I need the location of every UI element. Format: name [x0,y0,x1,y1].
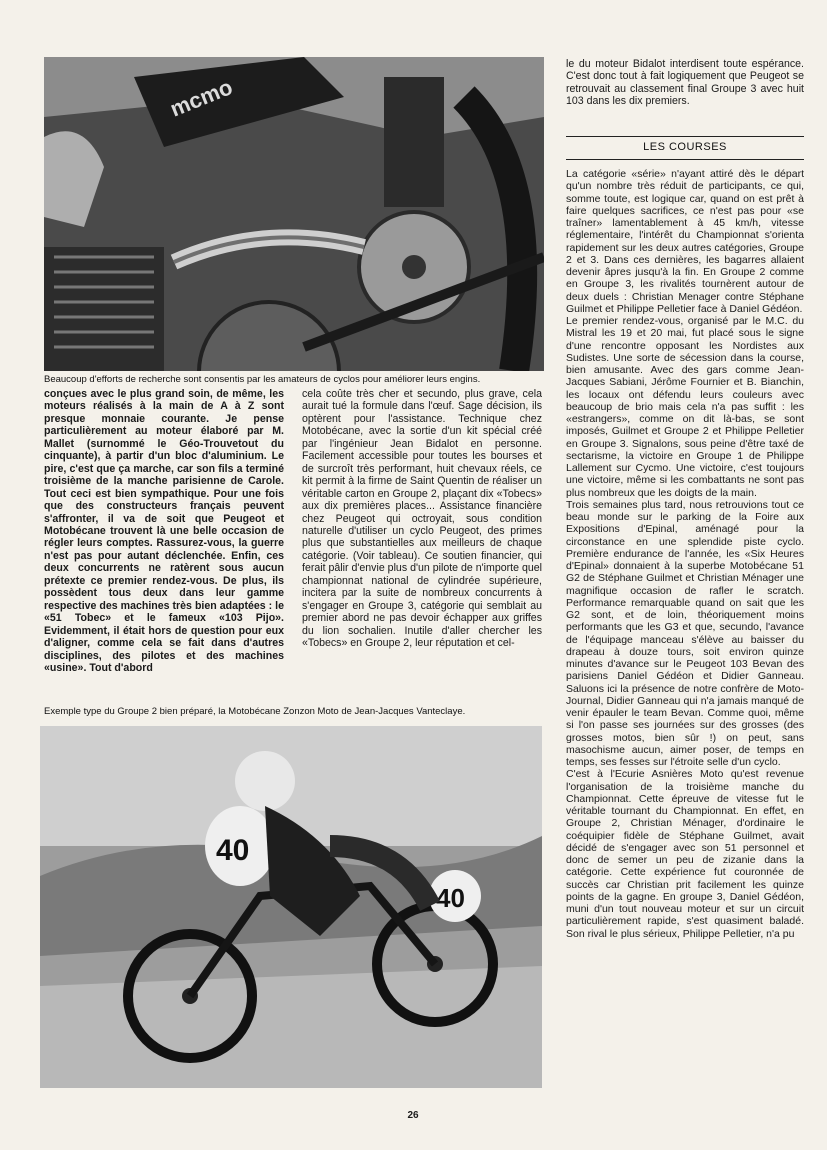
article-column-2 [302,388,542,701]
section-rule-top [566,136,804,137]
column-3-paragraph-3: Trois semaines plus tard, nous retrouvions tout ce beau monde sur le parking de la Foire aux Expositions d'Epinal, aménagé pour la circonstance en une splendide piste cyclo. Première endurance de l'année, les «Six Heures d'Epinal» donnaient à la superbe Motobécane 51 G2 de Stéphane Guilmet et Christian Ménager une magnifique occasion de rafler le scratch. Performance remarquable quand on sait que les G2 sont, et de loin, théoriquement moins performants que les G3 et que, secundo, l'avance de l'équipage manceau s'élève au baisser du drapeau à douze tours, soit environ quinze minutes d'avance sur le Peugeot 103 Bevan des parisiens Daniel Gédéon et Didier Ganneau. Saluons ici la présence de notre confrère de Moto-Journal, Didier Ganneau qui n'a jamais manqué de venir épauler le team Bevan. Comme quoi, même si l'on passe ses journées sur des grosses (des grosses motos, bien sûr !) on peut, sans masochisme aucun, aimer poser, de temps en temps, ses fesses sur l'étroite selle d'un cyclo. [566,498,804,768]
article-column-3-intro [566,58,804,122]
column-3-paragraph-4: C'est à l'Ecurie Asnières Moto qu'est revenue l'organisation de la troisième manche du Championnat. Cette épreuve de vitesse fut le véritable tournant du Championnat. En effet, en Groupe 2, Christian Ménager, d'ordinaire le coéquipier fidèle de Stéphane Guilmet, avait décidé de s'engager avec son 51 personnel et donc de semer un peu de zizanie dans la catégorie. Cette expérience fut couronnée de succès car Christian prit facilement les quinze points de la gagne. En groupe 3, Daniel Gédéon, muni d'un tout nouveau moteur et sur un circuit particulièrement rapide, s'est quasiment baladé. Son rival le plus sérieux, Philippe Pelletier, n'a pu [566,768,804,940]
column-3-intro-text: le du moteur Bidalot interdisent toute espérance. C'est donc tout à fait logiquement que Peugeot se retrouvait au classement final Groupe 3 avec huit 103 dans les dix premiers. [566,58,804,108]
race-photo [40,726,542,1088]
engine-photo-caption: Beaucoup d'efforts de recherche sont consentis par les amateurs de cyclos pour améliorer leurs engins. [44,374,481,385]
svg-text:40: 40 [216,834,250,867]
engine-illustration [44,57,544,371]
article-column-1 [44,388,284,701]
section-rule-bottom [566,159,804,160]
column-3-paragraph-1: La catégorie «série» n'ayant attiré dès le départ qu'un nombre très réduit de participants, ce qui, somme toute, est logique car, quand on est prêt à faire quelques sacrifices, ce n'est pas pour «se traîner» lamentablement à 45 km/h, vitesse réglementaire, l'intérêt du Championnat s'orienta rapidement sur les deux autres catégories, Groupe 2 et 3. Dans ces dernières, les bagarres allaient devenir âpres jusqu'à la fin. En Groupe 2 comme en Groupe 3, les rivalités tournèrent autour de deux duels : Christian Menager contre Stéphane Guilmet et Philippe Pelletier face à Daniel Gédéon. [566,168,804,315]
engine-photo [44,57,544,371]
article-column-3 [566,168,804,1095]
column-1-text: conçues avec le plus grand soin, de même, les moteurs réalisés à la main de A à Z sont presque monnaie courante. Je pense particulièrement au moteur élaboré par M. Mallet (surnommé le Géo-Trouvetout du cinquante), à partir d'un bloc d'aluminium. Le pire, c'est que ça marche, car son fils a terminé troisième de la manche parisienne de Carole. Tout ceci est bien sympathique. Pour une fois que des constructeurs français peuvent s'affronter, il va de soit que Peugeot et Motobécane trouvent là une belle occasion de régler leurs comptes. Rassurez-vous, la guerre n'est pas pour autant déclenchée. Enfin, ces deux concurrents ne ratèrent sous aucun prétexte ce premier rendez-vous. De plus, ils possèdent tous deux dans leur gamme respective des machines très bien adaptées : le «51 Tobec» et le fameux «103 Pijo». Evidemment, il était hors de question pour eux d'aligner, comme cela se fait dans d'autres disciplines, des pilotes et des machines «usine». Tout d'abord [44,388,284,674]
page-number: 26 [407,1110,419,1121]
svg-text:40: 40 [436,883,465,913]
section-heading: LES COURSES [643,141,727,153]
svg-text:mcmo: mcmo [166,74,236,122]
column-3-paragraph-2: Le premier rendez-vous, organisé par le M.C. du Mistral les 19 et 20 mai, fut placé sous le signe d'une rencontre opposant les Nordistes aux Sudistes. Une sorte de sécession dans la course, bien amusante. Avec des gars comme Jean-Jacques Sabiani, Jérôme Fournier et B. Bianchin, les locaux ont défendu leurs couleurs avec beaucoup de brio mais cela n'a pas suffit : les «estrangers», comme on dit là-bas, se sont imposés, Guilmet et Groupe 2 et Philippe Pelletier en Groupe 3. Signalons, sous peine d'être taxé de sectarisme, la victoire en Groupe 1 de Philippe Lallement sur Cycmo. Une victoire, c'est toujours une victoire, même si les combattants ne sont pas plus nombreux que les doigts de la main. [566,315,804,499]
race-photo-caption: Exemple type du Groupe 2 bien préparé, la Motobécane Zonzon Moto de Jean-Jacques Vanteclaye. [44,706,466,717]
racer-illustration [40,726,542,1088]
column-2-text: cela coûte très cher et secundo, plus grave, cela aurait tué la formule dans l'œuf. Sage décision, ils optèrent pour l'assistance. Technique chez Motobécane, avec la sortie d'un kit spécial créé par l'ingénieur Jean Bidalot en personne. Facilement accessible pour toutes les bourses et de surcroît très performant, huit chevaux réels, ce kit permit à la firme de Saint Quentin de réaliser un véritable carton en Groupe 2, plaçant dix «Tobecs» aux dix premières places... Assistance financière chez Peugeot qui octroyait, sous condition naturelle d'utiliser un cyclo Peugeot, des primes plus que substantielles aux meilleurs de chaque catégorie. (Voir tableau). Ce soutien financier, qui ferait pâlir d'envie plus d'un pilote de n'importe quel championnat national de cylindrée supérieure, incitera par la suite de nombreux concurrents à s'engager en Groupe 3, catégorie qui semblait au premier abord ne pas devoir échapper aux griffes du lion sochalien. Inutile d'aller chercher les «Tobecs» en Groupe 2, leur réputation et cel- [302,388,542,650]
